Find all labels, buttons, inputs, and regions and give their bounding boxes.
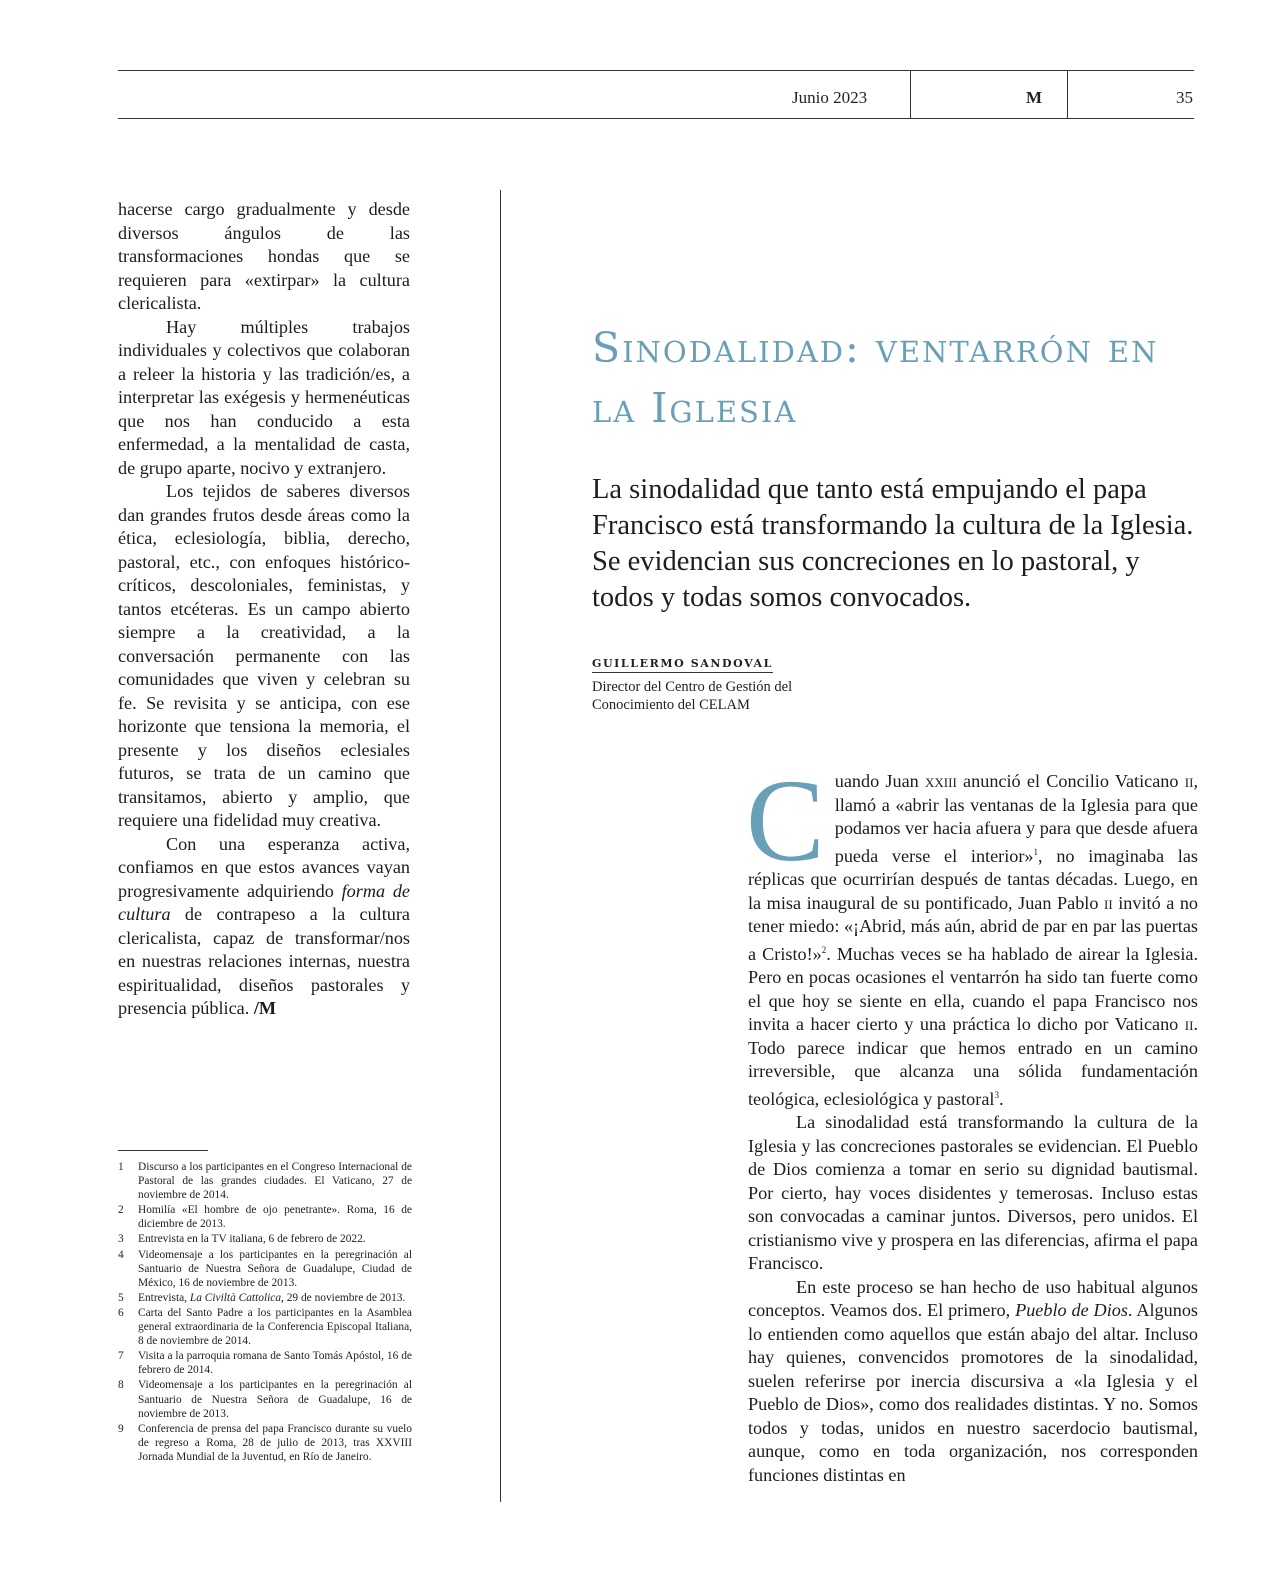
paragraph: Con una esperanza activa, confiamos en que estos avances vayan progresivamente adquiriendo forma de cultura de contrapeso a la cultura clericalista, capaz de transformar/nos en nuestras relaciones internas, nuestra espiritualidad, diseños pastorales y presencia pública. /M	[118, 833, 410, 1018]
footnote-ref: 1	[1033, 846, 1039, 857]
author-name: GUILLERMO SANDOVAL	[592, 657, 773, 673]
drop-cap: C	[746, 755, 825, 886]
footnote: 7 Visita a la parroquia romana de Santo Tomás Apóstol, 16 de febrero de 2014.	[118, 1350, 412, 1377]
header-bottom-rule	[118, 118, 1194, 119]
footnote: 4 Videomensaje a los participantes en la peregrinación al Santuario de Nuestra Señora de Guadalupe, Ciudad de México, 16 de noviembre de 2013.	[118, 1248, 412, 1289]
footnote-ref: 3	[994, 1089, 999, 1100]
article-subtitle: La sinodalidad que tanto está empujando el papa Francisco está transformando la cultura de la Iglesia. Se evidencian sus concreciones en lo pastoral, y todos y todas somos convocados.	[592, 474, 1194, 613]
end-mark: /M	[253, 998, 277, 1018]
paragraph: hacerse cargo gradualmente y desde diversos ángulos de las transformaciones hondas que se requieren para «extirpar» la cultura clericalista.	[118, 199, 410, 313]
paragraph: Hay múltiples trabajos individuales y colectivos que colaboran a releer la historia y las tradición/es, a interpretar las exégesis y hermenéuticas que nos han conducido a esta enfermedad, a la mentalidad de casta, de grupo aparte, nocivo y extranjero.	[118, 316, 410, 478]
header-date: Junio 2023	[792, 88, 868, 107]
footnote: 3 Entrevista en la TV italiana, 6 de febrero de 2022.	[118, 1233, 366, 1246]
header-logo: M	[1026, 88, 1043, 107]
footnotes	[118, 1160, 412, 1465]
footnote: 8 Videomensaje a los participantes en la peregrinación al Santuario de Nuestra Señora de Guadalupe, 16 de noviembre de 2013.	[118, 1379, 412, 1420]
footnote: 2 Homilía «El hombre de ojo penetrante». Roma, 16 de diciembre de 2013.	[118, 1204, 412, 1231]
header-top-rule	[118, 70, 1194, 71]
footnote: 6 Carta del Santo Padre a los participantes en la Asamblea general extraordinaria de la Conferencia Episcopal Italiana, 8 de noviembre de 2014.	[118, 1306, 412, 1348]
left-column	[118, 198, 410, 1021]
footnote-ref: 2	[821, 944, 827, 955]
article-title: Sinodalidad: ventarrón en la Iglesia	[592, 324, 1159, 432]
footnote: 1 Discurso a los participantes en el Congreso Internacional de Pastoral de las grandes ciudades. El Vaticano, 27 de noviembre de 2014.	[118, 1161, 412, 1202]
article-body	[746, 755, 1199, 1487]
paragraph: La sinodalidad está transformando la cultura de la Iglesia y las concreciones pastorales se evidencian. El Pueblo de Dios comienza a tomar en serio su dignidad bautismal. Por cierto, hay voces disidentes y temerosas. Incluso estas son convocadas a caminar juntos. Diversos, pero unidos. El cristianismo vive y prospera en las diferencias, afirma el papa Francisco.	[748, 1112, 1198, 1274]
footnote: 5 Entrevista, La Civiltà Cattolica, 29 de noviembre de 2013.	[118, 1291, 406, 1304]
paragraph: Cuando Juan xxiii anunció el Concilio Vaticano ii, llamó a «abrir las ventanas de la Iglesia para que podamos ver hacia afuera y para que desde afuera pueda verse el interior»$^1$, no imaginaba las réplicas que ocurrirían después de tantas décadas. Luego, en la misa inaugural de su pontificado, Juan Pablo ii invitó a no tener miedo: «¡Abrid, más aún, abrid de par en par las puertas a Cristo!»$^2$. Muchas veces se ha hablado de airear la Iglesia. Pero en pocas ocasiones el ventarrón ha sido tan fuerte como el que hoy se siente en ella, cuando el papa Francisco nos invita a hacer cierto y una práctica lo dicho por Vaticano ii. Todo parece indicar que hemos entrado en un camino irreversible, que alcanza una sólida fundamentación teológica, eclesiológica y pastoral$^3$.	[746, 755, 1199, 1109]
paragraph: Los tejidos de saberes diversos dan grandes frutos desde áreas como la ética, eclesiología, biblia, derecho, pastoral, etc., con enfoques histórico-críticos, descoloniales, feministas, y tantos etcéteras. Es un campo abierto siempre a la creatividad, a la conversación permanente con las comunidades que viven y celebran su fe. Se revisita y se anticipa, con ese horizonte que tensiona la memoria, el presente y los diseños eclesiales futuros, se trata de un camino que transitamos, abierto y amplio, que requiere una fidelidad muy creativa.	[118, 481, 410, 830]
italic-phrase: forma de cultura	[118, 880, 410, 924]
header-divider	[1067, 70, 1068, 118]
header-divider	[910, 70, 911, 118]
page-number: 35	[1176, 88, 1193, 107]
footnote: 9 Conferencia de prensa del papa Francisco durante su vuelo de regreso a Roma, 28 de julio de 2013, tras XXVIII Jornada Mundial de la Juventud, en Río de Janeiro.	[118, 1422, 412, 1463]
author-role: Director del Centro de Gestión del Conocimiento del CELAM	[592, 679, 793, 713]
footnote-rule	[118, 1150, 208, 1151]
paragraph: En este proceso se han hecho de uso habitual algunos conceptos. Veamos dos. El primero, Pueblo de Dios. Algunos lo entienden como aquellos que están abajo del altar. Incluso hay quienes, convencidos promotores de la sinodalidad, suelen referirse por inercia discursiva a «la Iglesia y el Pueblo de Dios», como dos realidades distintas. Y no. Somos todos y todas, unidos en nuestro sacerdocio bautismal, aunque, como en toda organización, nos corresponden funciones distintas en	[748, 1276, 1198, 1485]
column-rule	[500, 190, 501, 1502]
